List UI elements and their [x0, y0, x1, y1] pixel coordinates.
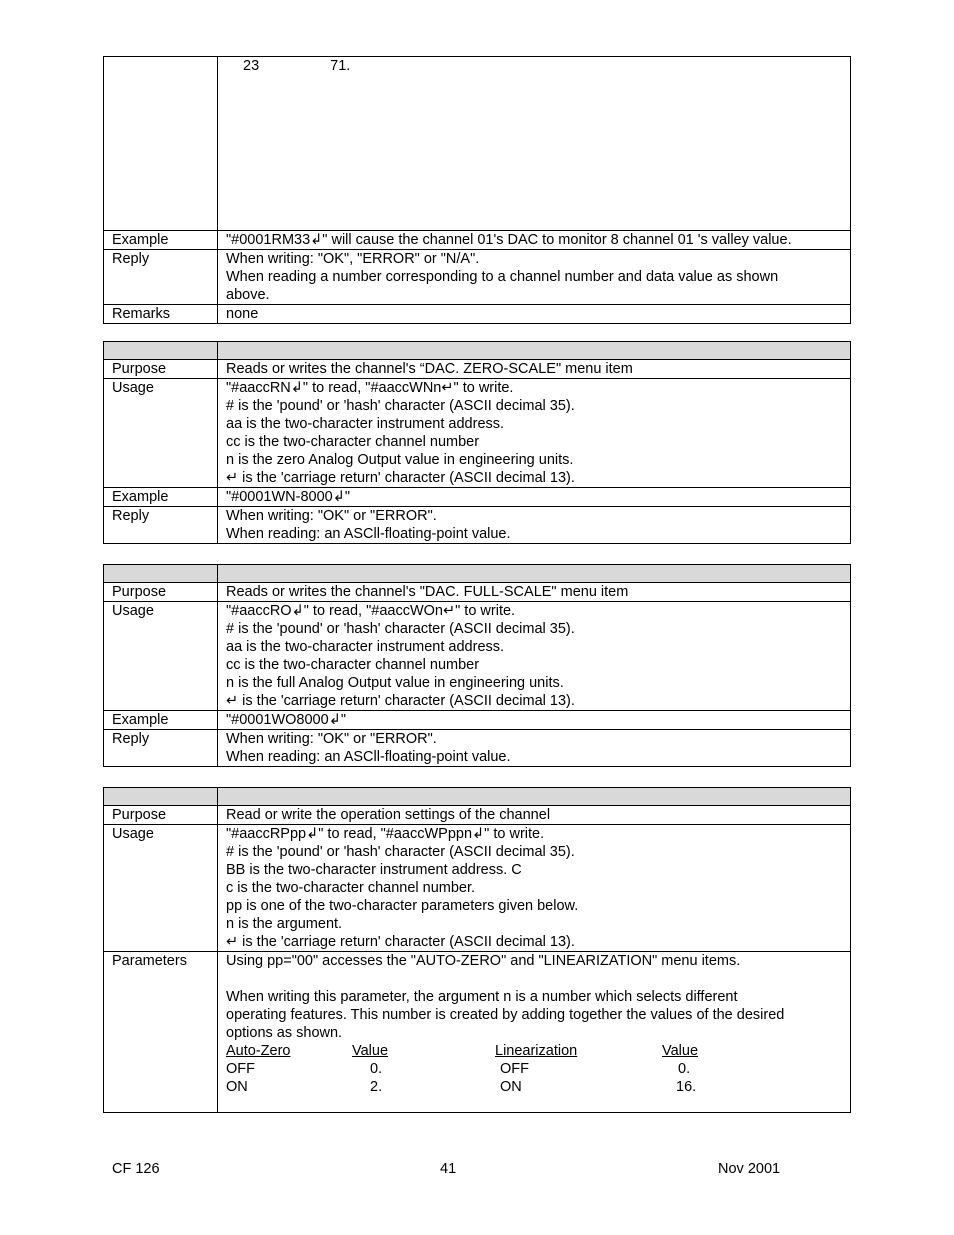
- command-table-dac-zero: [103, 341, 851, 544]
- footer-doc-id: CF 126: [112, 1161, 160, 1177]
- row-label-usage: Usage: [104, 825, 218, 952]
- row-label-example: Example: [104, 488, 218, 507]
- row-label-purpose: Purpose: [104, 583, 218, 602]
- row-value-example: "#0001RM33↲" will cause the channel 01's DAC to monitor 8 channel 01 's valley value.: [218, 231, 851, 250]
- listing-value: 71.: [330, 58, 351, 74]
- row-value-example: "#0001WO8000↲": [218, 711, 851, 730]
- row-label-purpose: Purpose: [104, 360, 218, 379]
- row-value-usage: "#aaccRO↲" to read, "#aaccWOn↵" to write. # is the 'pound' or 'hash' character (ASCII decimal 35). aa is the two-character instrument address. cc is the two-character channel number n is the full Analog Output value in engineering units. ↵ is the 'carriage return' character (ASCII decimal 13).: [218, 602, 851, 711]
- footer-page-number: 41: [440, 1161, 457, 1177]
- row-label-example: Example: [104, 711, 218, 730]
- row-value-reply: When writing: "OK", "ERROR" or "N/A". When reading a number corresponding to a channel number and data value as shown above.: [218, 250, 851, 305]
- row-label-parameters: Parameters: [104, 952, 218, 1113]
- param-row: ON 2. ON 16.: [226, 1079, 697, 1095]
- command-table-operation-settings: [103, 787, 851, 1113]
- param-row: OFF 0. OFF 0.: [226, 1061, 691, 1077]
- row-label-reply: Reply: [104, 250, 218, 305]
- row-value-purpose: Reads or writes the channel's "DAC. FULL-SCALE" menu item: [218, 583, 851, 602]
- row-label-example: Example: [104, 231, 218, 250]
- value-listing-cell: [218, 57, 851, 231]
- row-label-usage: Usage: [104, 379, 218, 488]
- command-table-rm: [103, 56, 851, 324]
- parameter-options-table: [226, 1042, 698, 1096]
- blank-label-cell: [104, 57, 218, 231]
- table-header-bar: [104, 342, 218, 360]
- row-value-purpose: Read or write the operation settings of the channel: [218, 806, 851, 825]
- param-header-linearization: Linearization: [495, 1043, 578, 1059]
- row-label-reply: Reply: [104, 507, 218, 544]
- row-value-purpose: Reads or writes the channel's “DAC. ZERO-SCALE" menu item: [218, 360, 851, 379]
- param-header-value: Value: [352, 1043, 389, 1059]
- row-value-usage: "#aaccRPpp↲" to read, "#aaccWPppn↲" to write. # is the 'pound' or 'hash' character (ASCII decimal 35). BB is the two-character instrument address. C c is the two-character channel number. pp is one of the two-character parameters given below. n is the argument. ↵ is the 'carriage return' character (ASCII decimal 13).: [218, 825, 851, 952]
- row-value-remarks: none: [218, 305, 851, 324]
- row-label-usage: Usage: [104, 602, 218, 711]
- row-value-reply: When writing: "OK" or "ERROR". When reading: an ASCll-floating-point value.: [218, 507, 851, 544]
- param-header-value: Value: [662, 1043, 699, 1059]
- table-header-bar: [104, 565, 218, 583]
- row-label-purpose: Purpose: [104, 806, 218, 825]
- param-header-autozero: Auto-Zero: [226, 1043, 291, 1059]
- listing-channel: 23: [243, 58, 260, 74]
- row-value-parameters: Using pp="00" accesses the "AUTO-ZERO" and "LINEARIZATION" menu items. When writing this parameter, the argument n is a number which selects different operating features. This number is created by adding together the values of the desired options as shown. Auto-Zero Value Linearization Value OFF 0. OFF 0. ON 2. ON 16.: [218, 952, 851, 1113]
- table-header-bar: [104, 788, 218, 806]
- row-value-usage: "#aaccRN↲" to read, "#aaccWNn↵" to write. # is the 'pound' or 'hash' character (ASCII decimal 35). aa is the two-character instrument address. cc is the two-character channel number n is the zero Analog Output value in engineering units. ↵ is the 'carriage return' character (ASCII decimal 13).: [218, 379, 851, 488]
- footer-date: Nov 2001: [718, 1161, 781, 1177]
- row-value-example: "#0001WN-8000↲": [218, 488, 851, 507]
- row-label-remarks: Remarks: [104, 305, 218, 324]
- row-value-reply: When writing: "OK" or "ERROR". When reading: an ASCll-floating-point value.: [218, 730, 851, 767]
- command-table-dac-full: [103, 564, 851, 767]
- row-label-reply: Reply: [104, 730, 218, 767]
